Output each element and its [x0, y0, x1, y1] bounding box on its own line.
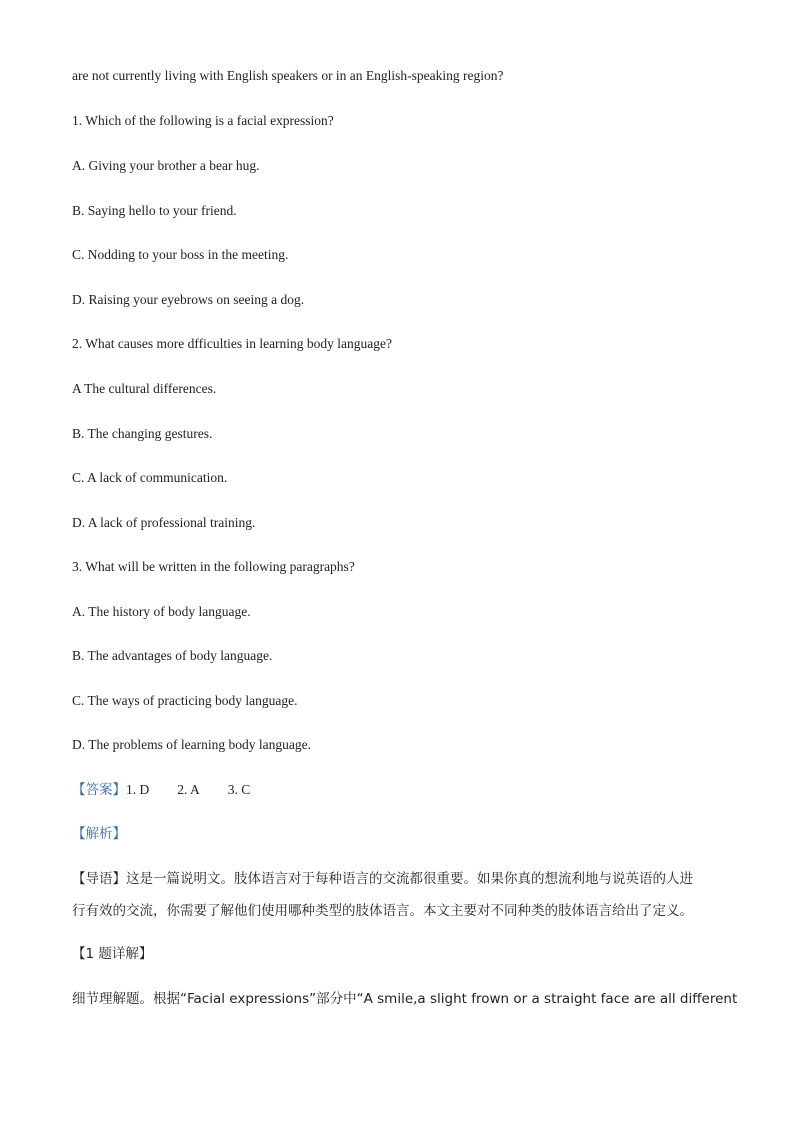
question-3-option-a: A. The history of body language. [72, 604, 251, 619]
analysis-label: 【解析】 [72, 826, 126, 842]
intro-tail-text: are not currently living with English speakers or in an English-speaking region? [72, 68, 504, 83]
answer-1: 1. D [126, 782, 150, 797]
question-2-option-c: C. A lack of communication. [72, 470, 228, 485]
detail-1-text: 细节理解题。根据“Facial expressions”部分中“A smile,a slight frown or a straight face are all different [72, 991, 738, 1007]
guide-paragraph-line-1 [72, 870, 693, 888]
answer-3: 3. C [227, 782, 251, 797]
question-2-option-a: A The cultural differences. [72, 381, 217, 396]
question-3-option-d: D. The problems of learning body language. [72, 737, 311, 752]
detail-1-label: 【1 题详解】 [72, 946, 153, 962]
answer-label: 【答案】 [72, 782, 126, 798]
question-1-option-a: A. Giving your brother a bear hug. [72, 158, 260, 173]
guide-text-1: 这是一篇说明文。肢体语言对于每种语言的交流都很重要。如果你真的想流利地与说英语的人进 [126, 871, 693, 887]
question-3-option-c: C. The ways of practicing body language. [72, 693, 298, 708]
answer-2: 2. A [177, 782, 200, 797]
question-3: 3. What will be written in the following paragraphs? [72, 559, 355, 574]
question-1-option-d: D. Raising your eyebrows on seeing a dog. [72, 292, 305, 307]
answer-line [72, 781, 250, 799]
question-2-option-d: D. A lack of professional training. [72, 515, 256, 530]
question-3-option-b: B. The advantages of body language. [72, 648, 273, 663]
question-1-option-b: B. Saying hello to your friend. [72, 203, 237, 218]
question-2-option-b: B. The changing gestures. [72, 426, 213, 441]
guide-paragraph-line-2: 行有效的交流，你需要了解他们使用哪种类型的肢体语言。本文主要对不同种类的肢体语言给出了定义。 [72, 903, 693, 919]
guide-label: 【导语】 [72, 871, 126, 887]
question-1-option-c: C. Nodding to your boss in the meeting. [72, 247, 289, 262]
question-1: 1. Which of the following is a facial expression? [72, 113, 334, 128]
question-2: 2. What causes more dfficulties in learning body language? [72, 336, 393, 351]
